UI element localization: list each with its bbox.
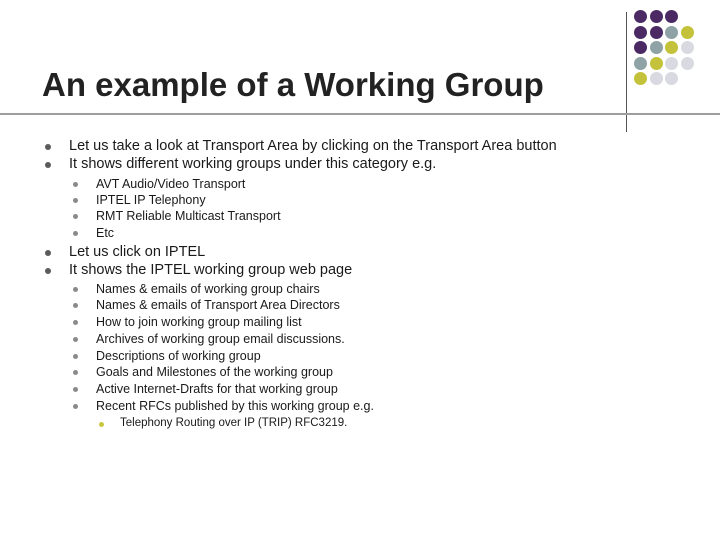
bullet-marker-icon	[73, 354, 78, 359]
bullet-text: Let us take a look at Transport Area by clicking on the Transport Area button	[69, 138, 557, 154]
sub-bullet-item	[73, 226, 114, 240]
bullet-marker-icon	[45, 162, 51, 168]
bullet-text: It shows different working groups under this category e.g.	[69, 156, 437, 172]
bullet-marker-icon	[73, 214, 78, 219]
bullet-text: Names & emails of Transport Area Directors	[96, 298, 340, 312]
sub-bullet-item	[73, 177, 245, 191]
bullet-text: RMT Reliable Multicast Transport	[96, 209, 281, 223]
bullet-text: Recent RFCs published by this working group e.g.	[96, 399, 374, 413]
sub-bullet-item	[73, 349, 261, 363]
bullet-marker-icon	[73, 337, 78, 342]
bullet-item	[45, 138, 557, 154]
bullet-marker-icon	[45, 268, 51, 274]
sub-bullet-item	[73, 209, 281, 223]
sub-bullet-item	[73, 282, 320, 296]
bullet-text: AVT Audio/Video Transport	[96, 177, 246, 191]
sub-bullet-item	[73, 298, 340, 312]
bullet-marker-icon	[45, 144, 51, 150]
bullet-text: Names & emails of working group chairs	[96, 282, 320, 296]
bullet-marker-icon	[73, 287, 78, 292]
bullet-text: Descriptions of working group	[96, 349, 261, 363]
slide-title: An example of a Working Group	[42, 66, 544, 103]
bullet-marker-icon	[73, 231, 78, 236]
bullet-marker-icon	[45, 250, 51, 256]
bullet-marker-icon	[73, 182, 78, 187]
bullet-text: Etc	[96, 226, 115, 240]
bullet-item	[45, 262, 352, 278]
bullet-text: It shows the IPTEL working group web page	[69, 262, 353, 278]
bullet-marker-icon	[99, 422, 104, 427]
sub-bullet-item	[73, 382, 338, 396]
sub-sub-bullet-item	[99, 417, 347, 429]
bullet-marker-icon	[73, 320, 78, 325]
bullet-text: Archives of working group email discussions.	[96, 332, 345, 346]
bullet-item	[45, 156, 436, 172]
bullet-marker-icon	[73, 387, 78, 392]
bullet-item	[45, 244, 205, 260]
sub-bullet-item	[73, 315, 302, 329]
bullet-marker-icon	[73, 303, 78, 308]
sub-bullet-item	[73, 332, 345, 346]
bullet-text: IPTEL IP Telephony	[96, 193, 206, 207]
sub-bullet-item	[73, 365, 333, 379]
bullet-text: Telephony Routing over IP (TRIP) RFC3219.	[120, 417, 348, 429]
bullet-marker-icon	[73, 198, 78, 203]
bullet-marker-icon	[73, 404, 78, 409]
bullet-marker-icon	[73, 370, 78, 375]
bullet-text: How to join working group mailing list	[96, 315, 302, 329]
sub-bullet-item	[73, 399, 374, 413]
bullet-text: Goals and Milestones of the working group	[96, 365, 333, 379]
bullet-text: Let us click on IPTEL	[69, 244, 206, 260]
sub-bullet-item	[73, 193, 206, 207]
bullet-text: Active Internet-Drafts for that working group	[96, 382, 338, 396]
